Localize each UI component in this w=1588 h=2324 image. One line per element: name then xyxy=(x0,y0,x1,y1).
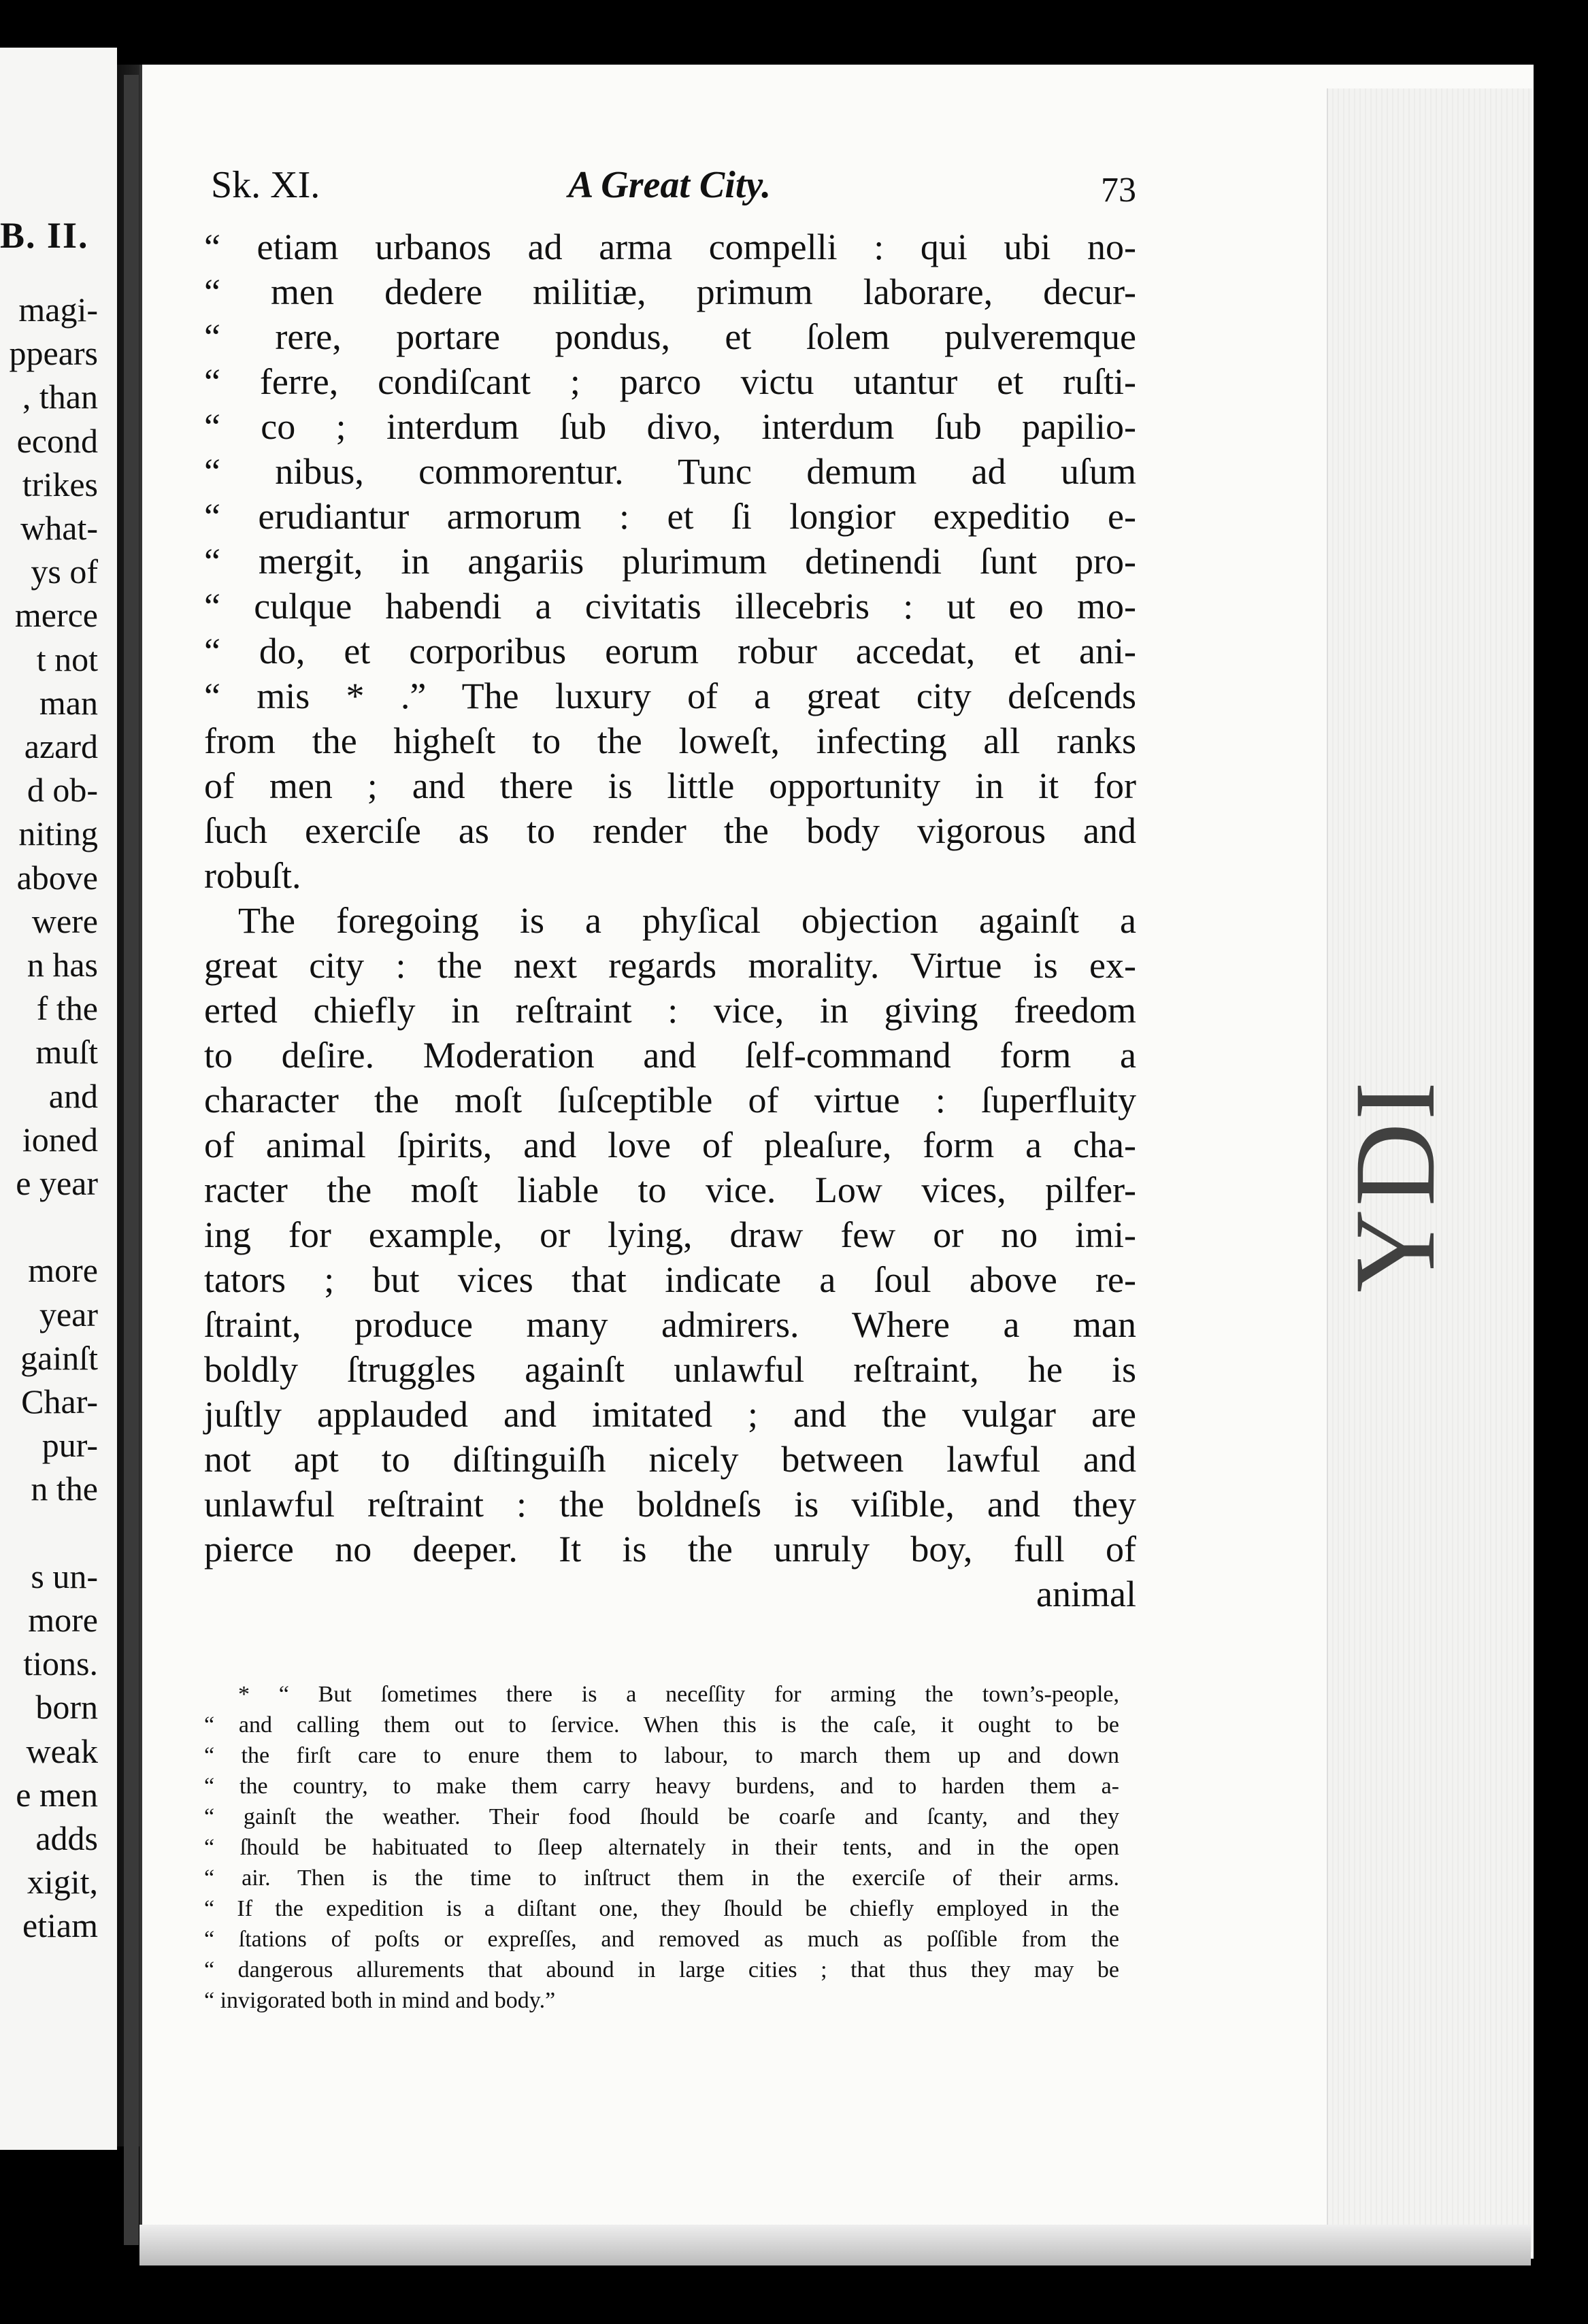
left-page-line: weak xyxy=(26,1731,98,1770)
text-line: of animal ſpirits, and love of pleaſure, form a cha- xyxy=(204,1125,1136,1165)
spine-strip xyxy=(124,75,139,2245)
left-page-line: ys of xyxy=(31,552,98,591)
left-page-line: t not xyxy=(36,640,98,678)
left-page-line: man xyxy=(39,683,98,722)
left-page-line: muſt xyxy=(35,1033,98,1072)
text-line: “ ferre, condiſcant ; parco victu utantur et ruſti- xyxy=(204,361,1136,402)
left-page-line: niting xyxy=(18,814,98,853)
text-line: erted chiefly in reſtraint : vice, in giving freedom xyxy=(204,990,1136,1031)
left-page-line: n the xyxy=(31,1470,98,1508)
text-line: racter the moſt liable to vice. Low vices, pilfer- xyxy=(204,1169,1136,1210)
left-page-line: pur- xyxy=(42,1426,98,1465)
footnote-line: “ ſtations of poſts or expreſſes, and removed as much as poſſible from the xyxy=(204,1927,1119,1952)
left-page-line: what- xyxy=(20,509,98,547)
left-page-line: e men xyxy=(16,1775,98,1814)
text-line: unlawful reſtraint : the boldneſs is viſible, and they xyxy=(204,1484,1136,1525)
left-page-line: ppears xyxy=(9,334,98,373)
left-page-line: above xyxy=(16,858,98,897)
footnote-line: “ and calling them out to ſervice. When this is the caſe, it ought to be xyxy=(204,1712,1119,1738)
left-page-line: f the xyxy=(36,989,98,1028)
left-page-line: magi- xyxy=(18,290,98,329)
left-page-line: born xyxy=(35,1688,98,1727)
text-line: ing for example, or lying, draw few or no imi- xyxy=(204,1214,1136,1255)
left-page-line: azard xyxy=(24,727,98,765)
text-line: not apt to diſtinguiſh nicely between lawful and xyxy=(204,1439,1136,1480)
footnote-line: “ gainſt the weather. Their food ſhould be coarſe and ſcanty, and they xyxy=(204,1804,1119,1829)
left-page-line: econd xyxy=(16,421,98,460)
left-page-line: were xyxy=(31,901,98,940)
section-label: Sk. XI. xyxy=(211,164,320,206)
main-text xyxy=(204,225,1136,1616)
text-line: tators ; but vices that indicate a ſoul above re- xyxy=(204,1259,1136,1300)
left-page-header: B. II. xyxy=(0,215,89,256)
left-page-line: e year xyxy=(16,1164,98,1202)
left-page-line: ioned xyxy=(22,1120,98,1159)
left-page-line: xigit, xyxy=(27,1863,98,1902)
left-page-line: d ob- xyxy=(27,771,98,810)
footnote-line: “ dangerous allurements that abound in large cities ; that thus they may be xyxy=(204,1957,1119,1982)
text-line: “ men dedere militiæ, primum laborare, decur- xyxy=(204,271,1136,312)
text-line: “ rere, portare pondus, et ſolem pulveremque xyxy=(204,316,1136,357)
footnote-line: “ air. Then is the time to inſtruct them in the exerciſe of their arms. xyxy=(204,1865,1119,1891)
left-page-line: tions. xyxy=(23,1644,98,1683)
left-page-line: more xyxy=(28,1601,98,1639)
text-line: “ do, et corporibus eorum robur accedat, et ani- xyxy=(204,631,1136,671)
text-line: robuſt. xyxy=(204,855,301,896)
text-line: great city : the next regards morality. Virtue is ex- xyxy=(204,945,1136,986)
left-page-line: trikes xyxy=(22,465,98,503)
footnote xyxy=(204,1679,1119,2016)
text-line: “ co ; interdum ſub divo, interdum ſub papilio- xyxy=(204,406,1136,447)
left-page-fragment xyxy=(0,48,117,2150)
left-page-line: and xyxy=(48,1076,98,1115)
text-line: “ culque habendi a civitatis illecebris : ut eo mo- xyxy=(204,586,1136,627)
left-page-line: n has xyxy=(27,946,98,984)
left-page-line: , than xyxy=(22,378,98,416)
text-line: ſuch exerciſe as to render the body vigorous and xyxy=(204,810,1136,851)
text-line: “ erudiantur armorum : et ſi longior expeditio e- xyxy=(204,496,1136,537)
left-page-line: year xyxy=(39,1295,98,1333)
text-line: animal xyxy=(1036,1574,1136,1614)
footnote-line: “ ſhould be habituated to ſleep alternately in their tents, and in the open xyxy=(204,1835,1119,1860)
left-page-line: gainſt xyxy=(20,1338,98,1377)
text-line: of men ; and there is little opportunity in it for xyxy=(204,765,1136,806)
footnote-line: * “ But ſometimes there is a neceſſity for arming the town’s-people, xyxy=(238,1682,1119,1707)
text-line: “ mis * .” The luxury of a great city deſcends xyxy=(204,676,1136,716)
running-title: A Great City. xyxy=(568,164,772,206)
text-line: “ etiam urbanos ad arma compelli : qui ubi no- xyxy=(204,227,1136,267)
text-line: The foregoing is a phyſical objection againſt a xyxy=(238,900,1136,941)
footnote-line: “ the country, to make them carry heavy burdens, and to harden them a- xyxy=(204,1774,1119,1799)
text-line: “ mergit, in angariis plurimum detinendi ſunt pro- xyxy=(204,541,1136,582)
left-page-line: more xyxy=(28,1251,98,1290)
text-line: from the higheſt to the loweſt, infecting all ranks xyxy=(204,720,1136,761)
left-page-line: etiam xyxy=(22,1906,98,1945)
text-line: to deſire. Moderation and ſelf-command form a xyxy=(204,1035,1136,1076)
footnote-line: “ the firſt care to enure them to labour, to march them up and down xyxy=(204,1743,1119,1768)
text-line: “ nibus, commorentur. Tunc demum ad uſum xyxy=(204,451,1136,492)
left-page-line: Char- xyxy=(21,1382,98,1421)
text-line: juſtly applauded and imitated ; and the vulgar are xyxy=(204,1394,1136,1435)
text-line: boldly ſtruggles againſt unlawful reſtraint, he is xyxy=(204,1349,1136,1390)
running-header xyxy=(211,163,1136,211)
left-page-line: s un- xyxy=(31,1557,98,1595)
text-line: character the moſt ſuſceptible of virtue : ſuperfluity xyxy=(204,1080,1136,1120)
fore-edge-mark xyxy=(1337,1211,1514,1293)
page-number: 73 xyxy=(1101,171,1136,210)
left-page-line: merce xyxy=(14,596,98,635)
text-line: pierce no deeper. It is the unruly boy, full of xyxy=(204,1529,1136,1570)
footnote-line: “ If the expedition is a diſtant one, they ſhould be chiefly employed in the xyxy=(204,1896,1119,1921)
text-line: ſtraint, produce many admirers. Where a man xyxy=(204,1304,1136,1345)
page-bottom-edge xyxy=(139,2225,1531,2265)
left-page-line: adds xyxy=(35,1819,98,1857)
footnote-line: “ invigorated both in mind and body.” xyxy=(204,1988,556,2013)
